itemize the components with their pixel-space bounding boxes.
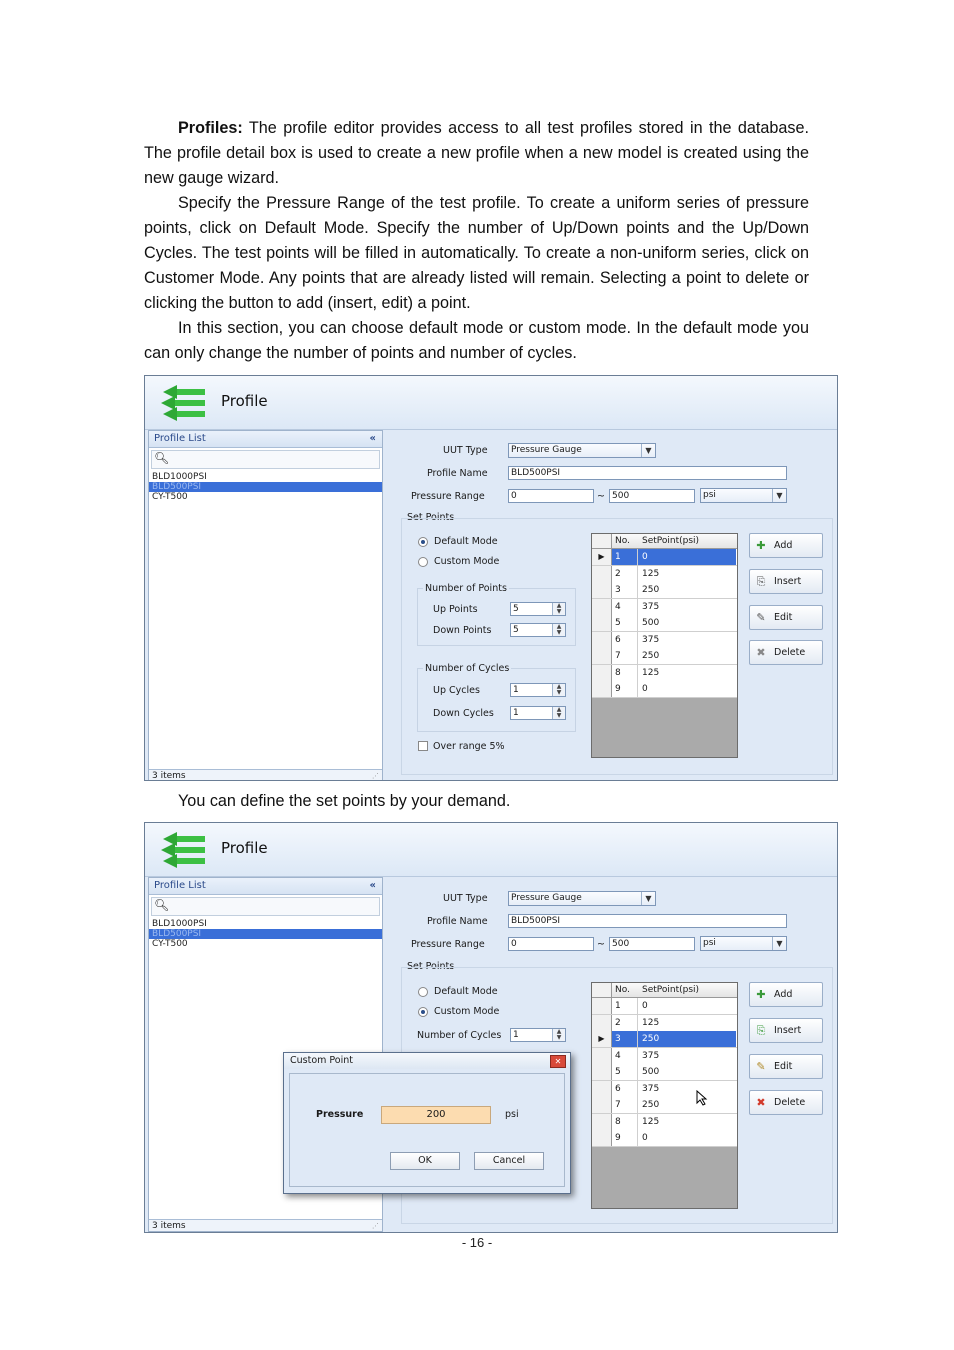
cell-setpoint: 250 [642,651,660,661]
insert-button[interactable] [749,569,823,594]
insert-label: Insert [774,1025,802,1036]
uut-type-select[interactable] [508,891,656,906]
list-item[interactable]: BLD1000PSI [152,919,207,929]
uut-type-select[interactable] [508,443,656,458]
default-mode-label: Default Mode [434,986,498,997]
row-header [592,1048,612,1064]
table-row[interactable] [592,1015,737,1032]
range-from-input[interactable]: 0 [508,489,594,503]
col-setpoint: SetPoint(psi) [642,536,700,546]
table-row[interactable] [592,1114,737,1131]
spin-arrows-icon: ▲ ▼ [552,624,565,636]
cell-setpoint: 500 [642,1067,660,1077]
up-cycles-stepper[interactable] [510,683,566,697]
setpoint-grid [591,533,738,758]
cancel-button[interactable]: Cancel [474,1152,544,1170]
chevron-down-icon: ▼ [772,937,786,950]
table-row[interactable] [592,1048,737,1065]
chevron-down-icon: ▼ [641,892,655,905]
list-item[interactable]: BLD500PSI [149,929,382,939]
row-header [592,1114,612,1130]
unit-value: psi [703,490,716,500]
pressure-range-label: Pressure Range [411,939,485,950]
up-cycles-value: 1 [513,685,519,695]
spin-arrows-icon: ▲ ▼ [552,684,565,696]
default-mode-radio[interactable] [418,537,428,547]
table-row[interactable] [592,615,737,632]
custom-mode-label: Custom Mode [434,1006,500,1017]
grid-corner [592,983,612,997]
row-pointer-icon: ▶ [592,1031,612,1047]
uut-type-label: UUT Type [443,893,488,904]
profile-search-input[interactable] [151,450,380,469]
table-row[interactable] [592,599,737,616]
cell-setpoint: 125 [642,569,660,579]
cell-no: 8 [612,1114,638,1130]
cell-setpoint: 250 [642,585,660,595]
table-row[interactable] [592,1081,737,1098]
plus-icon: ✚ [756,539,766,552]
dialog-title: Custom Point [290,1055,354,1066]
add-label: Add [774,540,793,551]
default-mode-label: Default Mode [434,536,498,547]
cell-no: 6 [612,1081,638,1097]
custom-point-dialog [283,1052,571,1194]
cell-no: 5 [612,615,638,631]
list-item[interactable]: CY-T500 [152,492,188,502]
row-header [592,615,612,631]
up-points-label: Up Points [433,604,478,615]
row-header [592,998,612,1014]
profile-title: Profile [221,839,268,857]
list-item[interactable]: CY-T500 [152,939,188,949]
up-points-stepper[interactable] [510,602,566,616]
profile-list-heading [149,431,382,448]
table-row[interactable] [592,998,737,1015]
profile-title: Profile [221,392,268,410]
intro-paragraph [144,116,809,191]
cell-no: 7 [612,648,638,664]
ok-button[interactable]: OK [390,1152,460,1170]
col-no: No. [615,985,630,995]
cell-setpoint: 125 [642,1117,660,1127]
cell-no: 8 [612,665,638,681]
profile-name-input[interactable]: BLD500PSI [508,466,787,480]
chevron-down-icon: ▼ [641,444,655,457]
row-header [592,648,612,664]
profile-list [149,919,382,949]
profile-name-label: Profile Name [427,468,488,479]
cell-setpoint: 0 [642,684,648,694]
insert-icon: ⎘ [756,575,766,588]
row-header [592,1130,612,1146]
row-header [592,566,612,582]
resize-grip-icon[interactable]: ⋰ [372,772,379,780]
cell-setpoint: 0 [638,549,736,565]
grid-header [592,534,737,549]
cell-no: 4 [612,1048,638,1064]
profile-list-title: Profile List [154,433,206,444]
edit-button[interactable] [749,605,823,630]
down-points-stepper[interactable] [510,623,566,637]
cell-no: 4 [612,599,638,615]
insert-icon: ⎘ [756,1024,766,1037]
table-row[interactable] [592,1064,737,1081]
cell-no: 2 [612,1015,638,1031]
table-row[interactable] [592,1097,737,1114]
profile-screenshot-custom [144,822,838,1233]
cell-no: 7 [612,1097,638,1113]
pressure-input[interactable]: 200 [381,1106,491,1124]
grid-header [592,983,737,998]
delete-icon: ✖ [756,646,766,659]
profile-list-panel [148,430,383,781]
profile-header [145,823,837,877]
list-item[interactable]: BLD1000PSI [152,472,207,482]
pressure-unit: psi [505,1109,519,1120]
dialog-body [289,1073,565,1187]
delete-button[interactable] [749,640,823,665]
number-of-cycles-label: Number of Cycles [425,663,510,674]
profile-detail [385,430,837,780]
delete-label: Delete [774,1097,806,1108]
custom-mode-radio[interactable] [418,557,428,567]
row-header [592,1064,612,1080]
custom-mode-label: Custom Mode [434,556,500,567]
cell-no: 3 [612,582,638,598]
pressure-range-label: Pressure Range [411,491,485,502]
row-header [592,1015,612,1031]
table-row[interactable] [592,1130,737,1147]
cell-setpoint: 375 [642,635,660,645]
cell-setpoint: 250 [638,1031,736,1047]
row-header [592,681,612,697]
spin-arrows-icon: ▲ ▼ [552,1029,565,1041]
profiles-heading: Profiles: [178,119,243,137]
edit-label: Edit [774,612,793,623]
resize-grip-icon[interactable]: ⋰ [372,1222,379,1230]
unit-value: psi [703,938,716,948]
cell-no: 3 [612,1031,638,1047]
row-header [592,665,612,681]
modes-paragraph: In this section, you can choose default mode or custom mode. In the default mode you can only change the number of points and number of cycles. [144,319,809,362]
table-row[interactable] [592,566,737,583]
delete-button[interactable] [749,1090,823,1115]
profile-screenshot-default [144,375,838,781]
uut-type-value: Pressure Gauge [511,893,582,903]
cell-setpoint: 375 [642,1084,660,1094]
cell-setpoint: 0 [642,1133,648,1143]
profile-search-input[interactable] [151,897,380,916]
delete-label: Delete [774,647,806,658]
table-row[interactable] [592,632,737,649]
over-range-checkbox[interactable] [418,741,428,751]
default-mode-radio[interactable] [418,987,428,997]
table-row[interactable] [592,665,737,682]
row-pointer-icon: ▶ [592,549,612,565]
setpoint-grid [591,982,738,1209]
cell-setpoint: 125 [642,1018,660,1028]
set-points-label: Set Points [407,512,455,523]
item-count: 3 items [149,769,382,781]
close-icon[interactable]: ✕ [550,1055,566,1068]
profile-header [145,376,837,430]
range-to-input[interactable]: 500 [609,489,695,503]
range-to-input[interactable]: 500 [609,937,695,951]
profile-name-label: Profile Name [427,916,488,927]
cell-setpoint: 125 [642,668,660,678]
cell-no: 9 [612,1130,638,1146]
edit-icon: ✎ [756,611,766,624]
edit-icon: ✎ [756,1060,766,1073]
cell-setpoint: 250 [642,1100,660,1110]
cell-setpoint: 375 [642,602,660,612]
profile-list-heading [149,878,382,895]
profile-arrows-icon [161,385,207,421]
cell-setpoint: 0 [642,1001,648,1011]
mouse-cursor-icon [696,1090,708,1106]
down-points-value: 5 [513,625,519,635]
cell-no: 1 [612,998,638,1014]
list-item[interactable]: BLD500PSI [149,482,382,492]
table-row[interactable] [592,1031,737,1048]
cell-no: 6 [612,632,638,648]
page-number: - 16 - [461,1235,493,1250]
profile-list-title: Profile List [154,880,206,891]
row-header [592,599,612,615]
number-of-cycles-label: Number of Cycles [417,1030,502,1041]
row-header [592,1097,612,1113]
down-cycles-label: Down Cycles [433,708,494,719]
profile-list [149,472,382,502]
pressure-label: Pressure [316,1109,364,1120]
plus-icon: ✚ [756,988,766,1001]
search-icon: 🔍︎ [154,898,170,912]
caption-set-points: You can define the set points by your demand. [178,792,511,810]
cycles-value: 1 [513,1030,519,1040]
col-setpoint: SetPoint(psi) [642,985,700,995]
edit-label: Edit [774,1061,793,1072]
cell-setpoint: 500 [642,618,660,628]
down-cycles-stepper[interactable] [510,706,566,720]
instructions-paragraph: Specify the Pressure Range of the test profile. To create a uniform series of pressure points, click on Default Mode. Specify the number of Up/Down points and the Up/Down Cycles. The test points will be filled in automatically. To create a non-uniform series, click on Customer Mode. Any points that are already listed will remain. Selecting a point to delete or clicking the button to add (insert, edit) a point. [144,194,809,312]
intro-text: The profile editor provides access to all test profiles stored in the database. The profile detail box is used to create a new profile when a new model is created using the new gauge wizard. [144,119,809,187]
add-button[interactable] [749,982,823,1007]
row-header [592,582,612,598]
collapse-icon[interactable]: « [369,880,376,891]
cell-setpoint: 375 [642,1051,660,1061]
range-separator: ~ [597,939,605,950]
grid-corner [592,534,612,548]
uut-type-value: Pressure Gauge [511,445,582,455]
add-button[interactable] [749,533,823,558]
points-group [417,588,576,646]
table-row[interactable] [592,681,737,698]
cell-no: 2 [612,566,638,582]
up-cycles-label: Up Cycles [433,685,480,696]
unit-select[interactable] [700,936,787,951]
collapse-icon[interactable]: « [369,433,376,444]
cycles-group [417,668,576,732]
cycles-stepper[interactable] [510,1028,566,1042]
table-row[interactable] [592,582,737,599]
spin-arrows-icon: ▲ ▼ [552,707,565,719]
row-header [592,1081,612,1097]
cell-no: 9 [612,681,638,697]
spin-arrows-icon: ▲ ▼ [552,603,565,615]
over-range-label: Over range 5% [433,741,505,752]
up-points-value: 5 [513,604,519,614]
insert-label: Insert [774,576,802,587]
cell-no: 1 [612,549,638,565]
table-row[interactable] [592,648,737,665]
profile-arrows-icon [161,832,207,868]
range-separator: ~ [597,491,605,502]
add-label: Add [774,989,793,1000]
row-header [592,632,612,648]
set-points-label: Set Points [407,961,455,972]
custom-mode-radio[interactable] [418,1007,428,1017]
uut-type-label: UUT Type [443,445,488,456]
profile-name-input[interactable]: BLD500PSI [508,914,787,928]
table-row[interactable] [592,549,737,566]
chevron-down-icon: ▼ [772,489,786,502]
insert-button[interactable] [749,1018,823,1043]
down-cycles-value: 1 [513,708,519,718]
col-no: No. [615,536,630,546]
delete-icon: ✖ [756,1096,766,1109]
cell-no: 5 [612,1064,638,1080]
dialog-titlebar [284,1053,570,1069]
edit-button[interactable] [749,1054,823,1079]
number-of-points-label: Number of Points [425,583,507,594]
item-count: 3 items [149,1219,382,1231]
range-from-input[interactable]: 0 [508,937,594,951]
unit-select[interactable] [700,488,787,503]
down-points-label: Down Points [433,625,492,636]
search-icon: 🔍︎ [154,451,170,465]
